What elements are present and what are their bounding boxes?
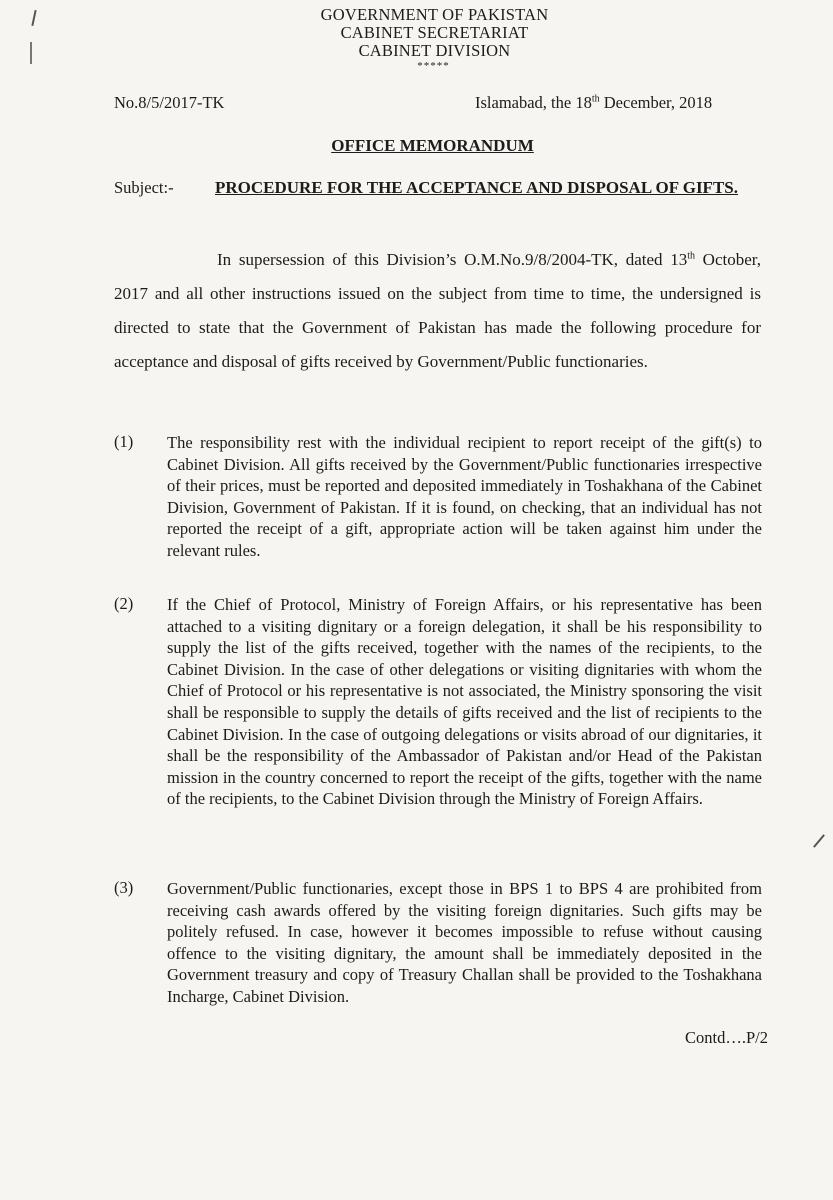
date-prefix: Islamabad, the 18 (475, 93, 592, 112)
paragraph-text: Government/Public functionaries, except those in BPS 1 to BPS 4 are prohibited from receiving cash awards offered by the visiting foreign dignitaries. Such gifts may be politely refused. In case, however it becomes impossible to refuse without causing offence to the visiting dignitary, the amount shall be immediately deposited in the Government treasury and copy of Treasury Challan shall be provided to the Toshakhana Incharge, Cabinet Division. (167, 879, 762, 1006)
paragraph-text: The responsibility rest with the individual recipient to report receipt of the gift(s) to Cabinet Division. All gifts received by the Government/Public functionaries irrespective of their prices, must be reported and deposited immediately in Toshakhana of the Cabinet Division, Government of Pakistan. If it is found, on checking, that an individual has not reported the receipt of a gift, appropriate action will be taken against him under the relevant rules. (167, 433, 762, 560)
intro-part1: In supersession of this Division’s O.M.No.9/8/2004-TK, dated 13 (217, 250, 688, 269)
header-government: GOVERNMENT OF PAKISTAN (320, 5, 549, 24)
paragraph-number: (2) (114, 594, 134, 613)
date-suffix: December, 2018 (599, 93, 713, 112)
header-division: CABINET DIVISION (358, 41, 511, 60)
header-stars: ***** (417, 60, 450, 72)
continuation-note: Contd….P/2 (685, 1028, 768, 1047)
intro-paragraph (114, 243, 761, 379)
subject-text: PROCEDURE FOR THE ACCEPTANCE AND DISPOSAL OF GIFTS. (215, 178, 738, 197)
date-sup: th (591, 93, 600, 105)
intro-part2: October, 2017 and all other instructions issued on the subject from time to time, the undersigned is directed to state that the Government of Pakistan has made the following procedure for acceptance and disposal of gifts received by Government/Public functionaries. (114, 250, 761, 371)
pen-mark (813, 834, 825, 848)
memo-title: OFFICE MEMORANDUM (331, 136, 534, 155)
subject-label: Subject:- (114, 178, 174, 197)
memo-date (475, 93, 712, 113)
paragraph-number: (1) (114, 432, 134, 451)
reference-number: No.8/5/2017-TK (114, 93, 225, 112)
header-secretariat: CABINET SECRETARIAT (340, 23, 529, 42)
paragraph-text: If the Chief of Protocol, Ministry of Foreign Affairs, or his representative has been attached to a visiting dignitary or a foreign delegation, it shall be his responsibility to supply the list of the gifts received, together with the names of the recipients, to the Cabinet Division. In the case of other delegations or visiting dignitaries with whom the Chief of Protocol or his representative is not associated, the Ministry sponsoring the visit shall be responsible to supply the details of gifts received and the list of recipients to the Cabinet Division. In the case of outgoing delegations or visits abroad of our dignitaries, it shall be the responsibility of the Ambassador of Pakistan and/or Head of the Pakistan mission in the country concerned to report the receipt of the gifts, together with the name of the recipients, to the Cabinet Division through the Ministry of Foreign Affairs. (167, 595, 762, 809)
letterhead (0, 6, 833, 72)
intro-sup: th (687, 250, 695, 262)
paragraph-number: (3) (114, 878, 134, 897)
